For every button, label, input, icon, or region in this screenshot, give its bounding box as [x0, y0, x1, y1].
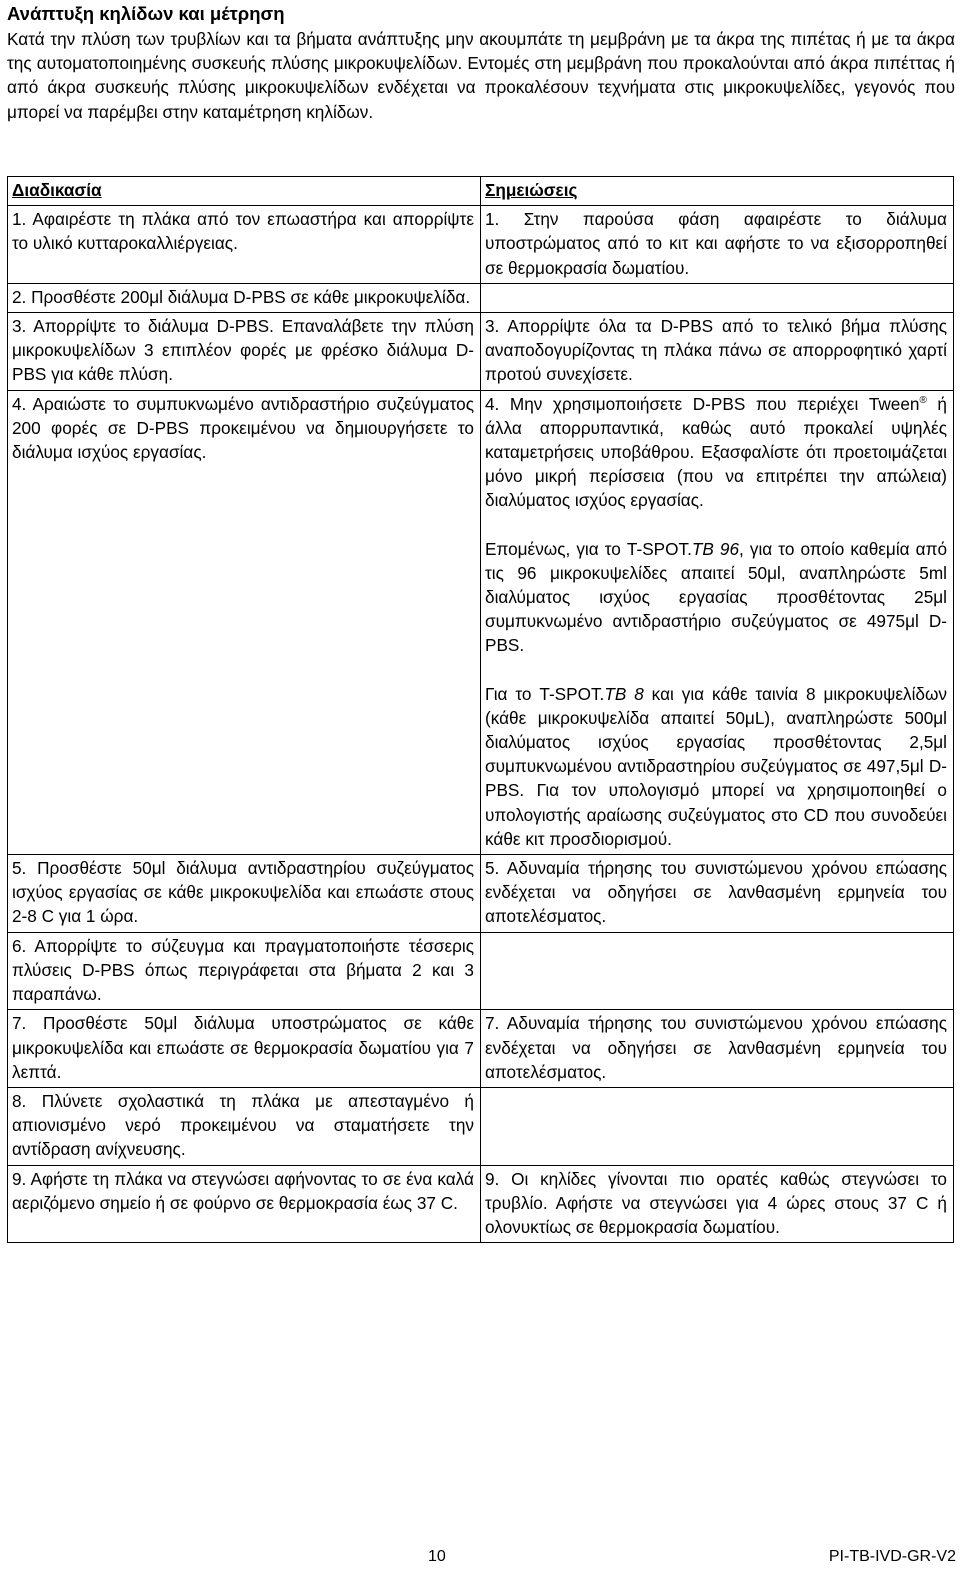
procedure-step-9: 9. Αφήστε τη πλάκα να στεγνώσει αφήνοντας το σε ένα καλά αεριζόμενο σημείο ή σε φούρνο σε θερμοκρασία έως 37 C.	[8, 1165, 481, 1243]
note-step-4-paragraph-3: Για το T-SPOT.TB 8 και για κάθε ταινία 8 μικροκυψελίδων (κάθε μικροκυψελίδα απαιτεί 50μL), αναπληρώστε 500μl διαλύματος ισχύος εργασίας προσθέτοντας 2,5μl συμπυκνωμένου αντιδραστηρίου συζεύγματος σε 497,5μl D-PBS. Για τον υπολογισμό μπορεί να χρησιμοποιηθεί ο υπολογιστής αραίωσης συζεύγματος στο CD που συνοδεύει κάθε κιτ προσδιορισμού.	[485, 683, 948, 849]
registered-mark: ®	[919, 394, 927, 406]
note-step-4-paragraph-1: 4. Μην χρησιμοποιήσετε D-PBS που περιέχει Tween® ή άλλα απορρυπαντικά, καθώς αυτό προκαλεί υψηλές καταμετρήσεις υποβάθρου. Εξασφαλίστε ότι προετοιμάζεται μόνο μικρή περίσσεια (που να επιτρέπει την απώλεια) διαλύματος ισχύος εργασίας.	[485, 393, 947, 511]
notes-header-label: Σημειώσεις	[485, 180, 578, 200]
procedure-step-5: 5. Προσθέστε 50μl διάλυμα αντιδραστηρίου συζεύγματος ισχύος εργασίας σε κάθε μικροκυψελίδα και επωάστε στους 2-8 C για 1 ώρα.	[8, 855, 481, 933]
note-step-4	[481, 390, 954, 854]
page-number: 10	[428, 1548, 446, 1565]
procedure-step-2: 2. Προσθέστε 200μl διάλυμα D-PBS σε κάθε μικροκυψελίδα.	[8, 283, 481, 312]
table-row	[8, 313, 954, 391]
procedure-header-label: Διαδικασία	[12, 180, 102, 200]
note-step-7: 7. Αδυναμία τήρησης του συνιστώμενου χρόνου επώασης ενδέχεται να οδηγήσει σε λανθασμένη ερμηνεία του αποτελέσματος.	[481, 1010, 954, 1088]
procedure-table	[7, 176, 954, 1243]
note-step-9: 9. Οι κηλίδες γίνονται πιο ορατές καθώς στεγνώσει το τρυβλίο. Αφήστε να στεγνώσει για 4 ώρες στους 37 C ή ολονυκτίως σε θερμοκρασία δωματίου.	[481, 1165, 954, 1243]
note-step-6	[481, 932, 954, 1010]
procedure-header	[8, 177, 481, 206]
note-step-3: 3. Απορρίψτε όλα τα D-PBS από το τελικό βήμα πλύσης αναποδογυρίζοντας τη πλάκα πάνω σε απορροφητικό χαρτί προτού συνεχίσετε.	[481, 313, 954, 391]
note-step-5: 5. Αδυναμία τήρησης του συνιστώμενου χρόνου επώασης ενδέχεται να οδηγήσει σε λανθασμένη ερμηνεία του αποτελέσματος.	[481, 855, 954, 933]
table-row	[8, 390, 954, 854]
table-row	[8, 932, 954, 1010]
section-title: Ανάπτυξη κηλίδων και μέτρηση	[7, 3, 285, 24]
procedure-step-8: 8. Πλύνετε σχολαστικά τη πλάκα με απεσταγμένο ή απιονισμένο νερό προκειμένου να σταματήσετε την αντίδραση ανίχνευσης.	[8, 1087, 481, 1165]
document-code: PI-TB-IVD-GR-V2	[828, 1548, 956, 1565]
notes-header	[481, 177, 954, 206]
procedure-step-6: 6. Απορρίψτε το σύζευγμα και πραγματοποιήστε τέσσερις πλύσεις D-PBS όπως περιγράφεται στα βήματα 2 και 3 παραπάνω.	[8, 932, 481, 1010]
table-row	[8, 206, 954, 284]
procedure-step-4: 4. Αραιώστε το συμπυκνωμένο αντιδραστήριο συζεύγματος 200 φορές σε D-PBS προκειμένου να δημιουργήσετε το διάλυμα ισχύος εργασίας.	[8, 390, 481, 854]
table-row	[8, 1165, 954, 1243]
table-header-row	[8, 177, 954, 206]
table-row	[8, 1010, 954, 1088]
note-step-4-paragraph-2: Επομένως, για το T-SPOT.TB 96, για το οποίο καθεμία από τις 96 μικροκυψελίδες απαιτεί 50μl, αναπληρώστε 5ml διαλύματος ισχύος εργασίας προσθέτοντας 25μl συμπυκνωμένο αντιδραστήριο συζεύγματος σε 4975μl D-PBS.	[485, 538, 948, 656]
procedure-step-7: 7. Προσθέστε 50μl διάλυμα υποστρώματος σε κάθε μικροκυψελίδα και επωάστε σε θερμοκρασία δωματίου για 7 λεπτά.	[8, 1010, 481, 1088]
procedure-step-3: 3. Απορρίψτε το διάλυμα D-PBS. Επαναλάβετε την πλύση μικροκυψελίδων 3 επιπλέον φορές με φρέσκο διάλυμα D-PBS για κάθε πλύση.	[8, 313, 481, 391]
note-step-2	[481, 283, 954, 312]
table-row	[8, 283, 954, 312]
note-step-1: 1. Στην παρούσα φάση αφαιρέστε το διάλυμα υποστρώματος από το κιτ και αφήστε το να εξισορροπηθεί σε θερμοκρασία δωματίου.	[481, 206, 954, 284]
table-row	[8, 1087, 954, 1165]
intro-paragraph: Κατά την πλύση των τρυβλίων και τα βήματα ανάπτυξης μην ακουμπάτε τη μεμβράνη με τα άκρα της πιπέτας ή με τα άκρα της αυτοματοποιημένης συσκευής πλύσης μικροκυψελίδων. Εντομές στη μεμβράνη που προκαλούνται από άκρα πιπέττας ή από άκρα συσκευής πλύσης μικροκυψελίδων ενδέχεται να προκαλέσουν τεχνήματα στις μικροκυψελίδες, γεγονός που μπορεί να παρέμβει στην καταμέτρηση κηλίδων.	[7, 29, 955, 122]
procedure-step-1: 1. Αφαιρέστε τη πλάκα από τον επωαστήρα και απορρίψτε το υλικό κυτταροκαλλιέργειας.	[8, 206, 481, 284]
table-row	[8, 855, 954, 933]
note-step-8	[481, 1087, 954, 1165]
